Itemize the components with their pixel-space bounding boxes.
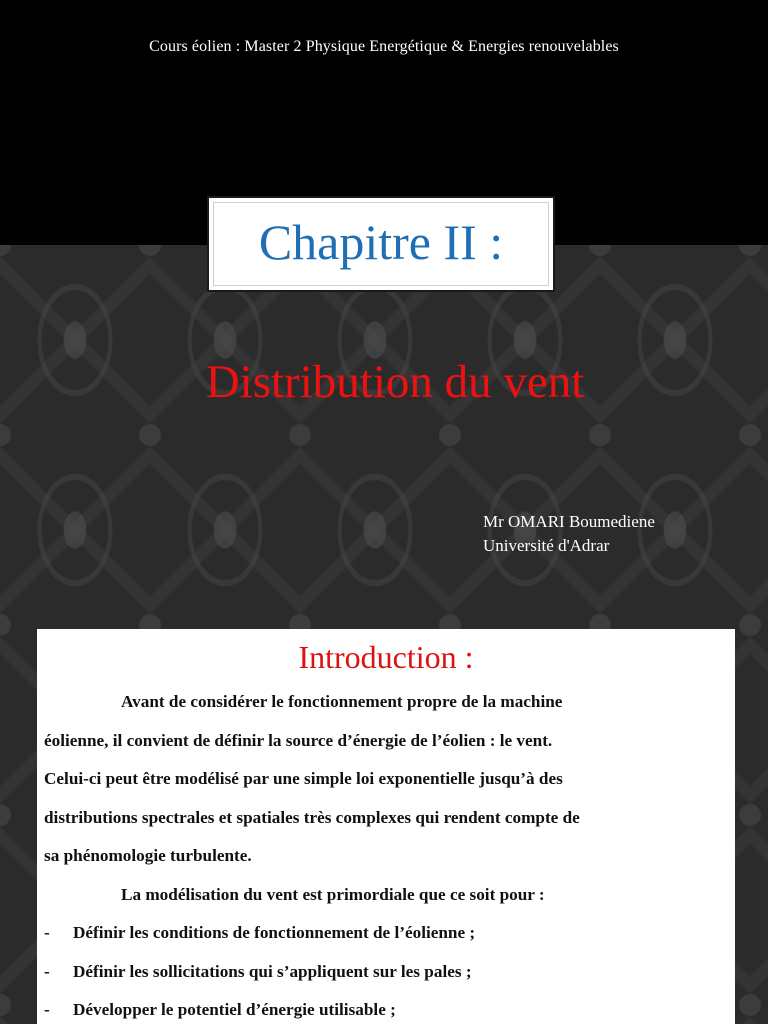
chapter-title: Chapitre II : bbox=[258, 214, 504, 270]
paragraph-line: distributions spectrales et spatiales très complexes qui rendent compte de bbox=[44, 807, 580, 827]
lead-line: La modélisation du vent est primordiale que ce soit pour : bbox=[121, 884, 545, 904]
bullet-item bbox=[44, 953, 724, 992]
bullet-text: Développer le potentiel d’énergie utilisable ; bbox=[73, 1000, 396, 1019]
paragraph-line: Celui-ci peut être modélisé par une simple loi exponentielle jusqu’à des bbox=[44, 769, 563, 788]
bullet-marker: - bbox=[44, 1000, 50, 1019]
slide-subtitle: Distribution du vent bbox=[205, 356, 585, 408]
paragraph-line: sa phénomologie turbulente. bbox=[44, 846, 252, 865]
author-block bbox=[483, 510, 655, 558]
bullet-marker: - bbox=[44, 923, 50, 942]
introduction-heading: Introduction : bbox=[298, 639, 474, 675]
chapter-title-box bbox=[207, 196, 555, 292]
course-header: Cours éolien : Master 2 Physique Energétique & Energies renouvelables bbox=[149, 38, 619, 55]
introduction-body bbox=[44, 683, 724, 1024]
author-affiliation: Université d'Adrar bbox=[483, 536, 610, 555]
introduction-panel bbox=[37, 629, 735, 1024]
author-name: Mr OMARI Boumediene bbox=[483, 512, 655, 531]
bullet-item bbox=[44, 991, 724, 1024]
bullet-marker: - bbox=[44, 961, 50, 981]
bullet-text: Définir les conditions de fonctionnement de l’éolienne ; bbox=[73, 923, 476, 942]
paragraph-line: éolienne, il convient de définir la source d’énergie de l’éolien : le vent. bbox=[44, 730, 553, 750]
paragraph-line: Avant de considérer le fonctionnement propre de la machine bbox=[121, 692, 563, 711]
bullet-text: Définir les sollicitations qui s’appliquent sur les pales ; bbox=[73, 961, 472, 981]
bullet-item bbox=[44, 914, 724, 953]
